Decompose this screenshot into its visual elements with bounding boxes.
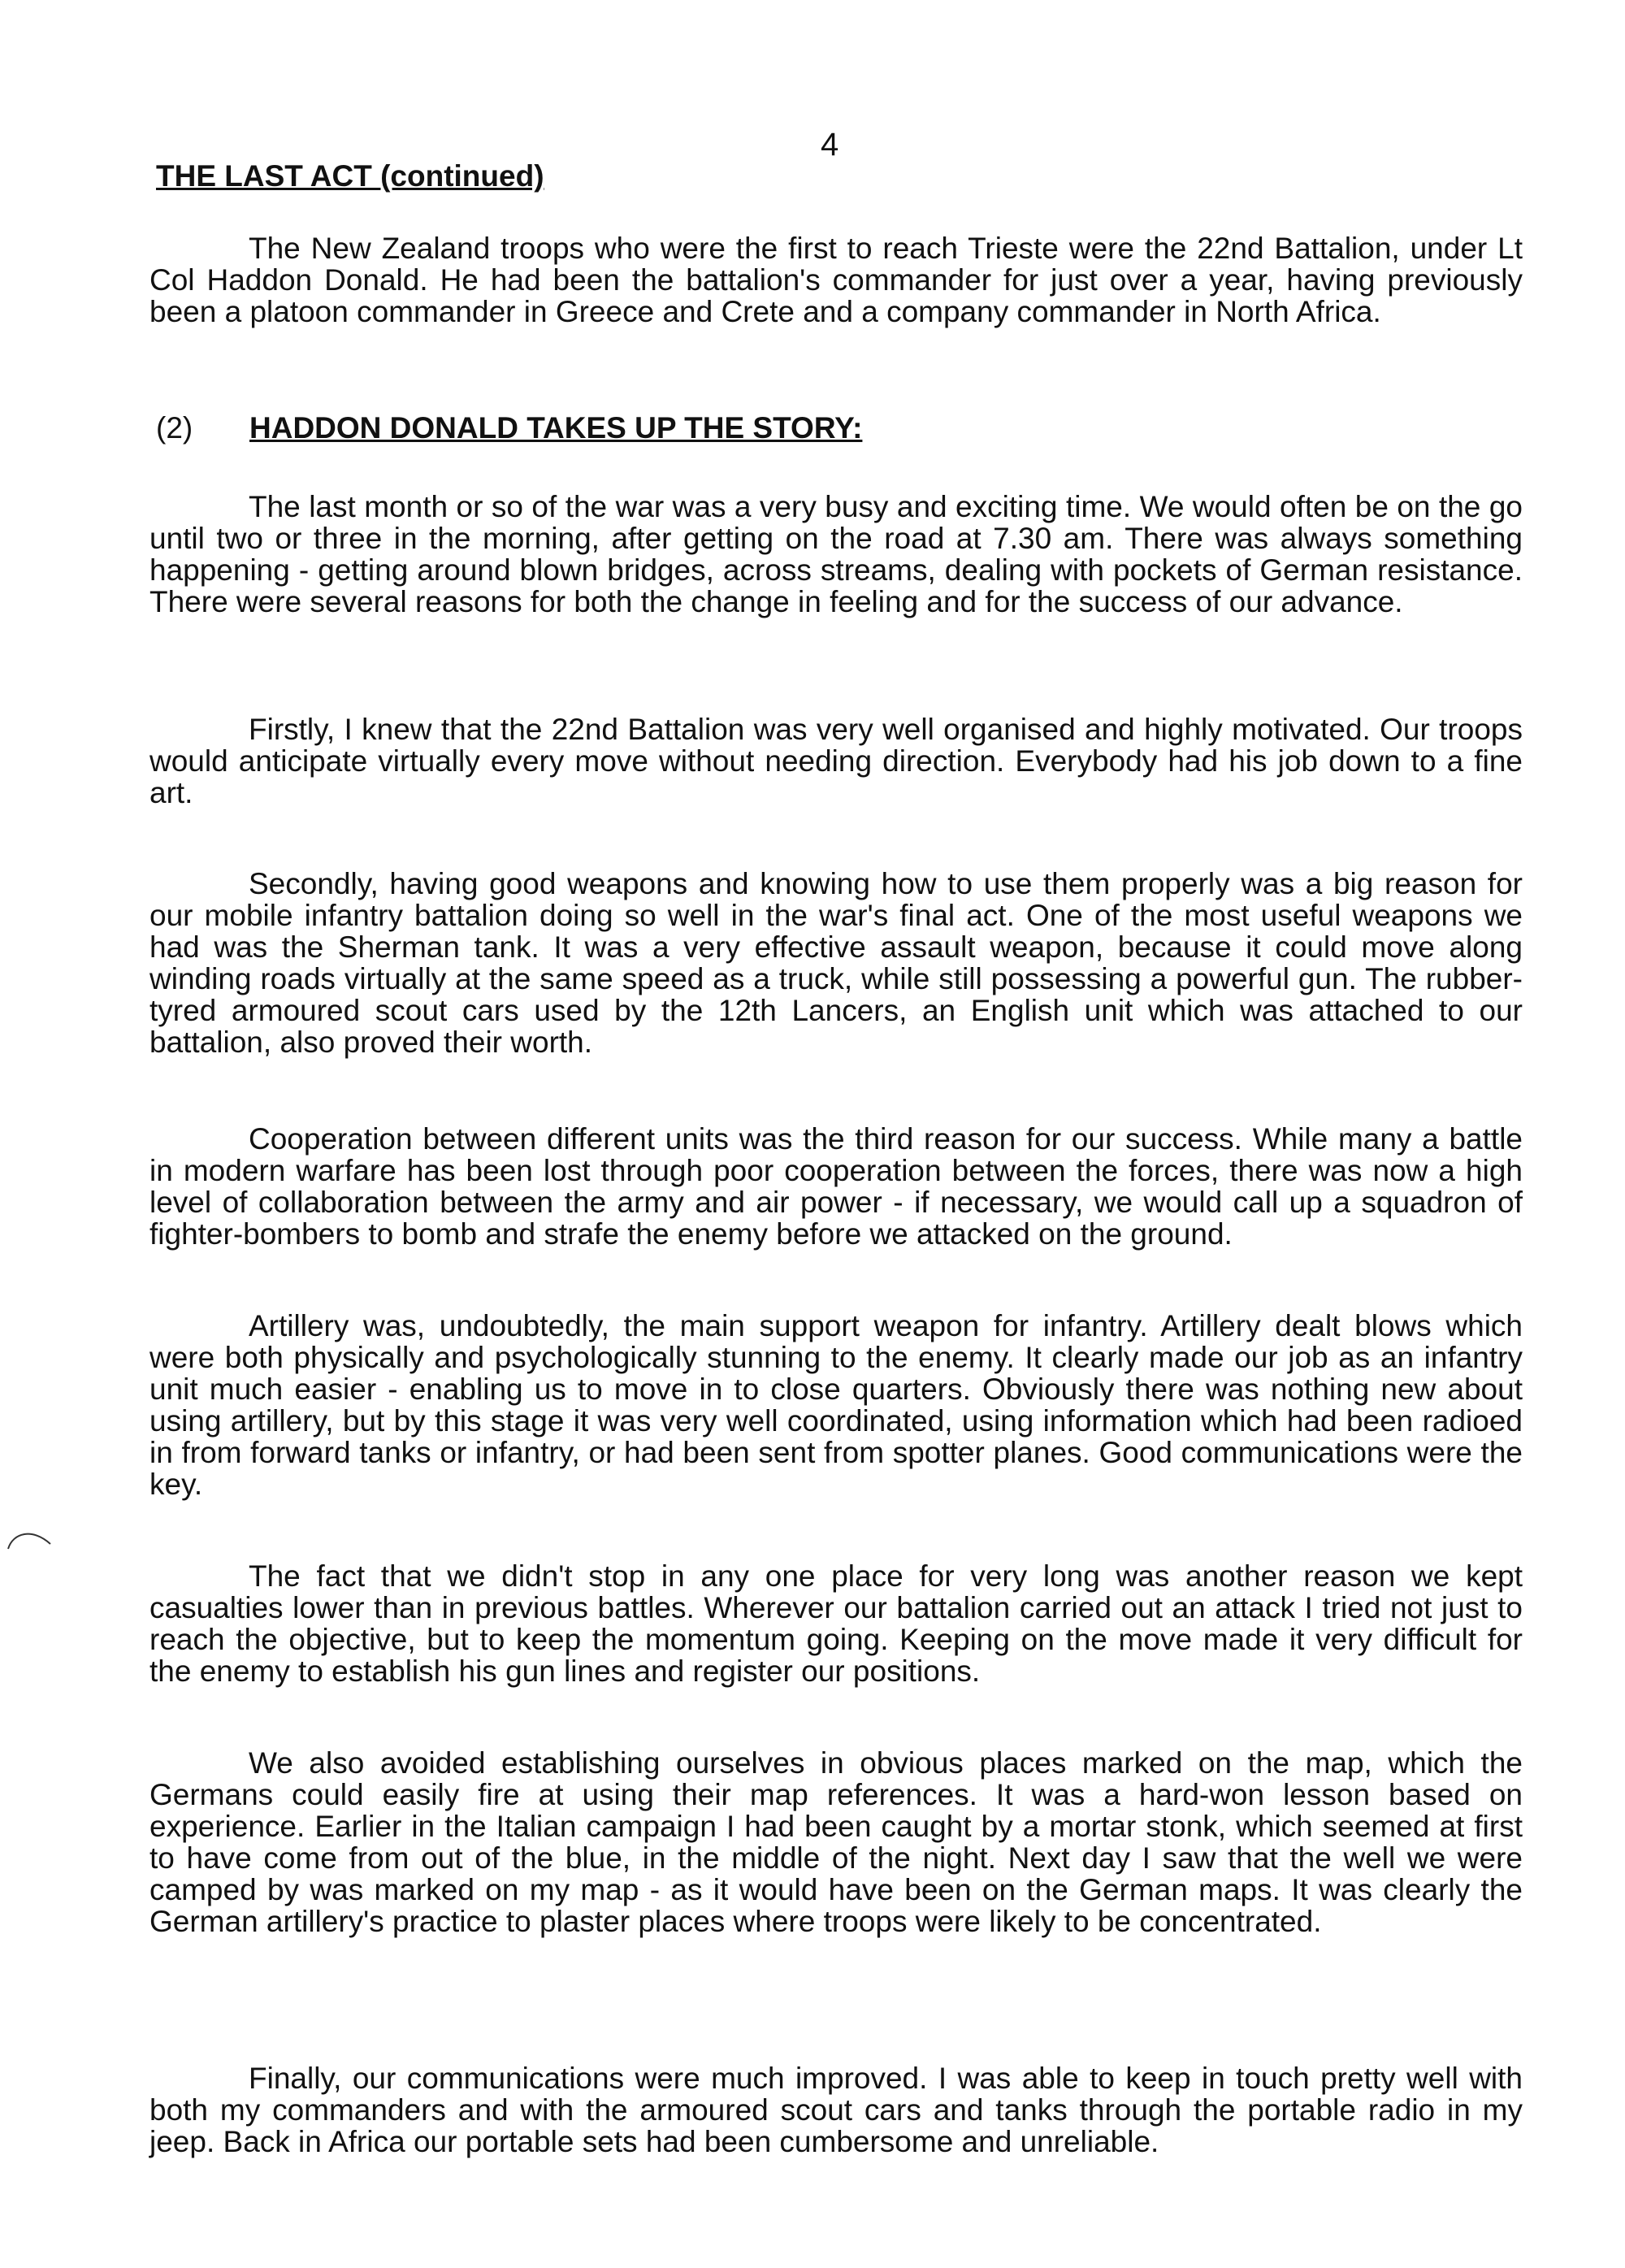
section-title: HADDON DONALD TAKES UP THE STORY:: [249, 411, 863, 444]
paragraph-cooperation: Cooperation between different units was the third reason for our success. While many a battle in modern warfare has been lost through poor cooperation between the forces, there was now a high level of collaboration between the army and air power - if necessary, we would call up a squadron of fighter-bombers to bomb and strafe the enemy before we attacked on the ground.: [150, 1122, 1523, 1251]
page-heading: THE LAST ACT (continued): [156, 159, 544, 193]
paragraph-firstly: Firstly, I knew that the 22nd Battalion was very well organised and highly motivated. Our troops would anticipate virtually every move without needing direction. Everybody had his job down to a fine art.: [150, 713, 1523, 809]
paragraph-artillery: Artillery was, undoubtedly, the main support weapon for infantry. Artillery dealt blows which were both physically and psychologically stunning to the enemy. It clearly made our job as an infantry unit much easier - enabling us to move in to close quarters. Obviously there was nothing new about using artillery, but by this stage it was very well coordinated, using information which had been radioed in from forward tanks or infantry, or had been sent from spotter planes. Good communications were the key.: [150, 1309, 1523, 1501]
page-number: 4: [821, 127, 839, 163]
paragraph-map-places: We also avoided establishing ourselves in obvious places marked on the map, which the Germans could easily fire at using their map references. It was a hard-won lesson based on experience. Earlier in the Italian campaign I had been caught by a mortar stonk, which seemed at first to have come from out of the blue, in the middle of the night. Next day I saw that the well we were camped by was marked on my map - as it would have been on the German maps. It was clearly the German artillery's practice to plaster places where troops were likely to be concentrated.: [150, 1746, 1523, 1938]
paragraph-communications: Finally, our communications were much improved. I was able to keep in touch pretty well with both my commanders and with the armoured scout cars and tanks through the portable radio in my jeep. Back in Africa our portable sets had been cumbersome and unreliable.: [150, 2062, 1523, 2158]
paragraph-busy-time: The last month or so of the war was a very busy and exciting time. We would often be on the go until two or three in the morning, after getting on the road at 7.30 am. There was always something happening - getting around blown bridges, across streams, dealing with pockets of German resistance. There were several reasons for both the change in feeling and for the success of our advance.: [150, 490, 1523, 618]
section-number: (2): [156, 411, 193, 444]
paragraph-momentum: The fact that we didn't stop in any one place for very long was another reason we kept casualties lower than in previous battles. Wherever our battalion carried out an attack I tried not just to reach the objective, but to keep the momentum going. Keeping on the move made it very difficult for the enemy to establish his gun lines and register our positions.: [150, 1559, 1523, 1688]
margin-pencil-mark: [5, 1528, 54, 1552]
paragraph-intro: The New Zealand troops who were the first to reach Trieste were the 22nd Battalion, under Lt Col Haddon Donald. He had been the battalion's commander for just over a year, having previously been a platoon commander in Greece and Crete and a company commander in North Africa.: [150, 232, 1523, 328]
paragraph-secondly: Secondly, having good weapons and knowing how to use them properly was a big reason for our mobile infantry battalion doing so well in the war's final act. One of the most useful weapons we had was the Sherman tank. It was a very effective assault weapon, because it could move along winding roads virtually at the same speed as a truck, while still possessing a powerful gun. The rubber-tyred armoured scout cars used by the 12th Lancers, an English unit which was attached to our battalion, also proved their worth.: [150, 867, 1523, 1059]
section-heading: [156, 413, 862, 443]
